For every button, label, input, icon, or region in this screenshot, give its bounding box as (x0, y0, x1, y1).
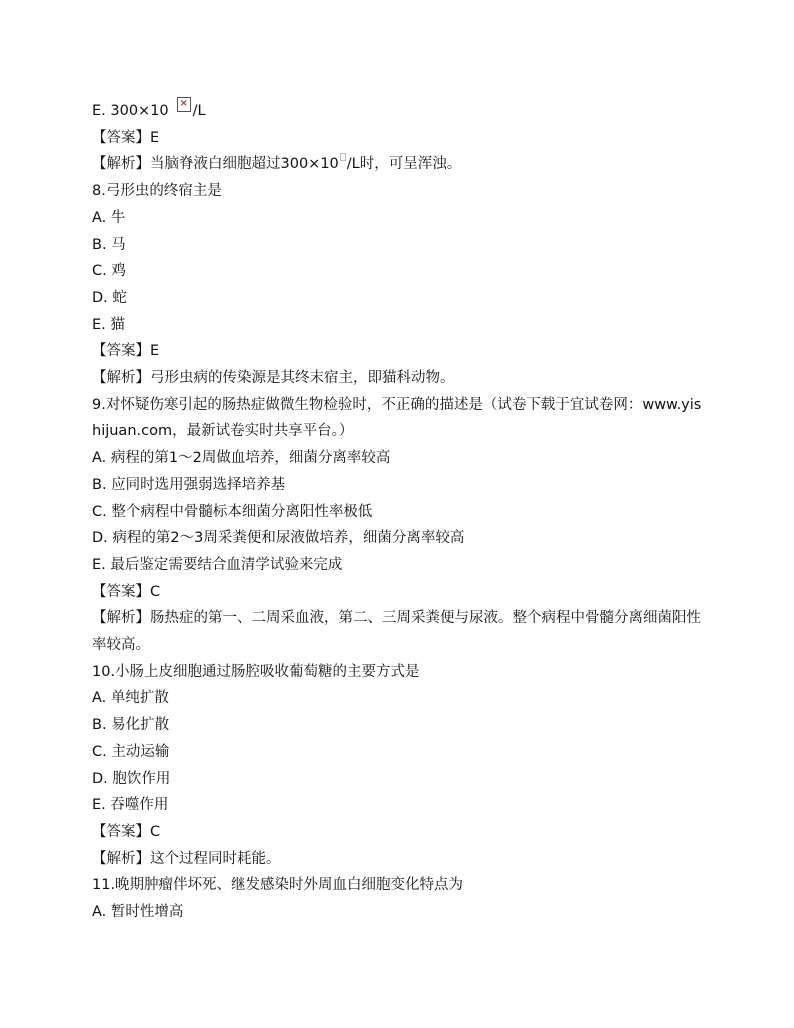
option-b: B. 易化扩散 (92, 717, 170, 734)
document-page (92, 98, 708, 926)
option-b: B. 马 (92, 236, 126, 253)
option-text: E. 300×10 (92, 103, 169, 119)
broken-image-icon: × (177, 97, 191, 112)
answer-line: 【答案】C (92, 823, 161, 840)
option-b: B. 应同时选用强弱选择培养基 (92, 476, 286, 493)
explanation-line: 【解析】弓形虫病的传染源是其终末宿主，即猫科动物。 (92, 370, 455, 387)
question-10: 10.小肠上皮细胞通过肠腔吸收葡萄糖的主要方式是 (92, 663, 420, 680)
option-text-unit: /L (192, 103, 206, 119)
option-c: C. 整个病程中骨髓标本细菌分离阳性率极低 (92, 503, 373, 520)
question-11: 11.晚期肿瘤伴坏死、继发感染时外周血白细胞变化特点为 (92, 877, 464, 894)
explanation-line (92, 151, 708, 178)
option-a: A. 单纯扩散 (92, 690, 169, 707)
answer-line: 【答案】C (92, 583, 161, 600)
option-d: D. 病程的第2～3周采粪便和尿液做培养，细菌分离率较高 (92, 530, 465, 547)
option-a: A. 暂时性增高 (92, 904, 184, 921)
explanation-text-end: /L时，可呈浑浊。 (346, 156, 462, 173)
explanation-text: 【解析】当脑脊液白细胞超过300×10 (92, 156, 339, 173)
option-a: A. 病程的第1～2周做血培养，细菌分离率较高 (92, 450, 391, 467)
question-9: 9.对怀疑伤寒引起的肠热症做微生物检验时，不正确的描述是（试卷下载于宜试卷网：www.yishijuan.com，最新试卷实时共享平台。） (92, 396, 702, 440)
option-e: E. 猫 (92, 316, 125, 333)
option-e: E. 吞噬作用 (92, 797, 169, 814)
option-d: D. 胞饮作用 (92, 770, 171, 787)
explanation-line: 【解析】这个过程同时耗能。 (92, 850, 281, 867)
option-d: D. 蛇 (92, 289, 127, 306)
option-e-line (92, 98, 708, 125)
question-8: 8.弓形虫的终宿主是 (92, 183, 222, 200)
option-c: C. 鸡 (92, 263, 126, 280)
explanation-line: 【解析】肠热症的第一、二周采血液，第二、三周采粪便与尿液。整个病程中骨髓分离细菌阳性率较高。 (92, 610, 701, 654)
answer-line: 【答案】E (92, 129, 160, 146)
broken-image-icon (340, 153, 346, 161)
option-c: C. 主动运输 (92, 743, 170, 760)
option-e: E. 最后鉴定需要结合血清学试验来完成 (92, 556, 343, 573)
option-a: A. 牛 (92, 209, 126, 226)
answer-line: 【答案】E (92, 343, 160, 360)
